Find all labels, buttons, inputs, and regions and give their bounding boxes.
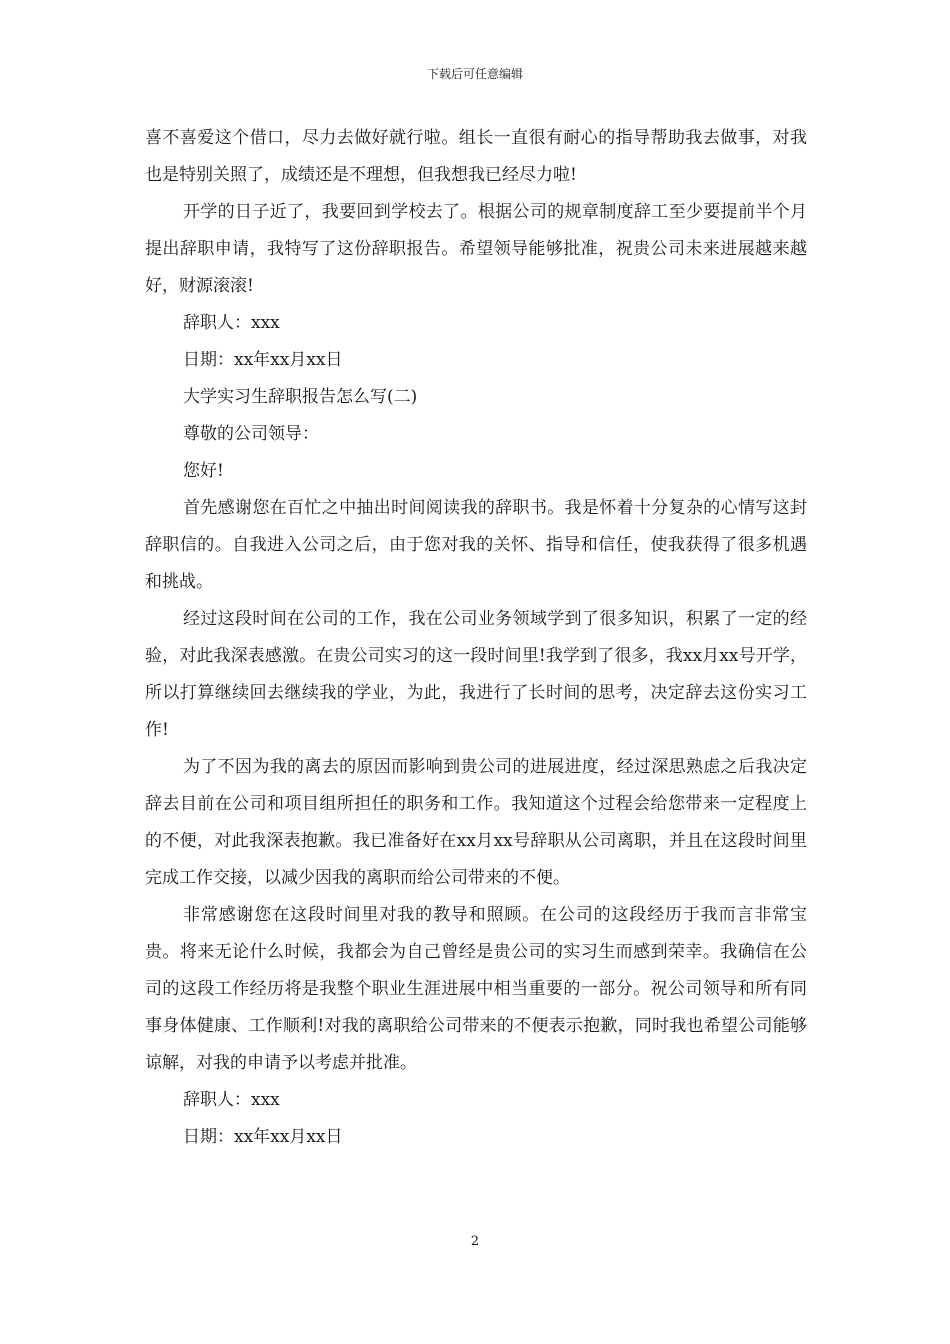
- signature-resigner: 辞职人：xxx: [183, 313, 280, 333]
- paragraph-experience: 经过这段时间在公司的工作，我在公司业务领域学到了很多知识，积累了一定的经验，对此我深表感激。在贵公司实习的这一段时间里!我学到了很多，我xx月xx号开学，所以打算继续回去继续我的学业，为此，我进行了长时间的思考，决定辞去这份实习工作!: [145, 609, 807, 740]
- page-number: 2: [470, 1234, 480, 1249]
- paragraph-decision: 为了不因为我的离去的原因而影响到贵公司的进展进度，经过深思熟虑之后我决定辞去目前在公司和项目组所担任的职务和工作。我知道这个过程会给您带来一定程度上的不便，对此我深表抱歉。我已准备好在xx月xx号辞职从公司离职，并且在这段时间里完成工作交接，以减少因我的离职而给公司带来的不便。: [145, 757, 807, 888]
- salutation: 尊敬的公司领导：: [183, 424, 319, 444]
- greeting: 您好!: [183, 461, 224, 481]
- signature-date: 日期：xx年xx月xx日: [183, 350, 343, 370]
- paragraph-school-return: 开学的日子近了，我要回到学校去了。根据公司的规章制度辞工至少要提前半个月提出辞职申请，我特写了这份辞职报告。希望领导能够批准，祝贵公司未来进展越来越好，财源滚滚!: [145, 202, 807, 296]
- signature-date-2: 日期：xx年xx月xx日: [183, 1127, 343, 1147]
- section-title: 大学实习生辞职报告怎么写(二): [183, 387, 418, 407]
- paragraph-continuation: 喜不喜爱这个借口，尽力去做好就行啦。组长一直很有耐心的指导帮助我去做事，对我也是特别关照了，成绩还是不理想，但我想我已经尽力啦!: [145, 128, 807, 185]
- paragraph-thanks: 首先感谢您在百忙之中抽出时间阅读我的辞职书。我是怀着十分复杂的心情写这封辞职信的。自我进入公司之后，由于您对我的关怀、指导和信任，使我获得了很多机遇和挑战。: [145, 498, 807, 592]
- document-body: [145, 120, 807, 1156]
- page-header: 下载后可任意编辑: [426, 67, 523, 81]
- signature-resigner-2: 辞职人：xxx: [183, 1090, 280, 1110]
- paragraph-gratitude: 非常感谢您在这段时间里对我的教导和照顾。在公司的这段经历于我而言非常宝贵。将来无论什么时候，我都会为自己曾经是贵公司的实习生而感到荣幸。我确信在公司的这段工作经历将是我整个职业生涯进展中相当重要的一部分。祝公司领导和所有同事身体健康、工作顺利!对我的离职给公司带来的不便表示抱歉，同时我也希望公司能够谅解，对我的申请予以考虑并批准。: [145, 905, 807, 1073]
